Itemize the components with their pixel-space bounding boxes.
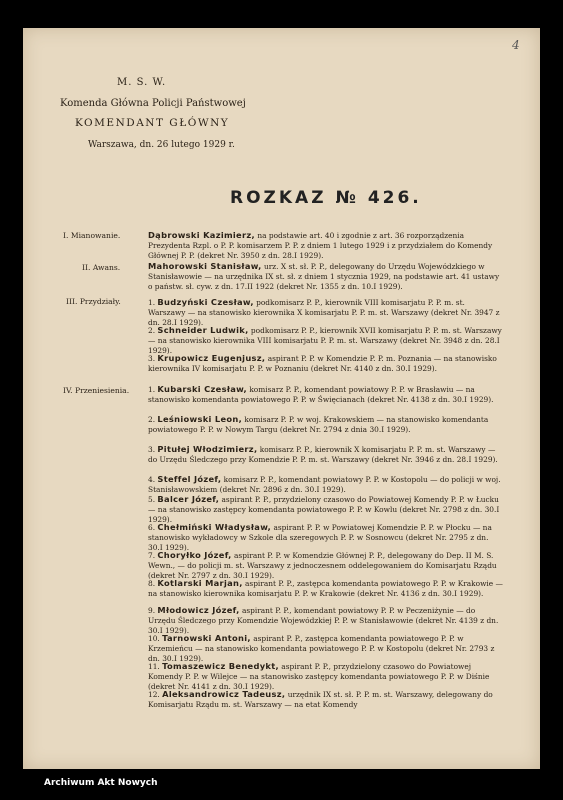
order-entry: 10. Tarnowski Antoni, aspirant P. P., zastępca komendanta powiatowego P. P. w Krzemieńcu — na stanowisko komendanta powiatowego P. P. w Kostopolu (dekret Nr. 2793 z dn. 30.I 1929). (148, 633, 495, 663)
order-entry: 5. Balcer Józef, aspirant P. P., przydzielony czasowo do Powiatowej Komendy P. P. w Łucku — na stanowisko zastępcy komendanta powiatowego P. P. w Kowlu (dekret Nr. 2798 z dn. 30.I 1929). (148, 494, 500, 524)
section-label: III. Przydziały. (66, 297, 121, 306)
archive-watermark: Archiwum Akt Nowych (44, 778, 158, 788)
order-entry: 9. Młodowicz Józef, aspirant P. P., komendant powiatowy P. P. w Peczeniżynie — do Urzędu Śledczego przy Komendzie Wojewódzkiej P. P. w Stanisławowie (dekret Nr. 4139 z dn. 30.I 1929). (148, 605, 499, 635)
order-entry: 7. Choryłko Józef, aspirant P. P. w Komendzie Głównej P. P., delegowany do Dep. II M. S. Wewn., — do policji m. st. Warszawy z jednoczesnem oddelegowaniem do Komisarjatu Rządu (dekret Nr. 2797 z dn. 30.I 1929). (148, 550, 497, 580)
order-entry: 12. Aleksandrowicz Tadeusz, urzędnik IX st. sł. P. P. m. st. Warszawy, delegowany do Komisarjatu Rządu m. st. Warszawy — na etat Komendy (148, 689, 493, 709)
section-label: I. Mianowanie. (63, 231, 121, 240)
ministry-abbreviation: M. S. W. (117, 77, 167, 88)
order-entry: 3. Pitułej Włodzimierz, komisarz P. P., kierownik X komisarjatu P. P. m. st. Warszawy — do Urzędu Śledczego przy Komendzie P. P. m. st. Warszawy (dekret Nr. 3946 z dn. 28.I 1929). (148, 444, 498, 464)
section-label: II. Awans. (82, 263, 121, 272)
order-entry: 6. Chełmiński Władysław, aspirant P. P. w Powiatowej Komendzie P. P. w Płocku — na stanowisko wykładowcy w Szkole dla szeregowych P. P. w Sosnowcu (dekret Nr. 2795 z dn. 30.I 1929). (148, 522, 492, 552)
order-entry: 2. Leśniowski Leon, komisarz P. P. w woj. Krakowskiem — na stanowisko komendanta powiatowego P. P. w Nowym Targu (dekret Nr. 2794 z dnia 30.I 1929). (148, 414, 489, 434)
order-entry: 4. Steffel Józef, komisarz P. P., komendant powiatowy P. P. w Kostopolu — do policji w woj. Stanisławowskiem (dekret Nr. 2896 z dn. 30.I 1929). (148, 474, 501, 494)
page-number: 4 (512, 38, 520, 52)
order-entry: 11. Tomaszewicz Benedykt, aspirant P. P., przydzielony czasowo do Powiatowej Komendy P. P. w Wilejce — na stanowisko zastępcy komendanta powiatowego P. P. w Diśnie (dekret Nr. 4141 z dn. 30.I 1929). (148, 661, 490, 691)
document-date: Warszawa, dn. 26 lutego 1929 r. (88, 140, 235, 150)
order-entry: 3. Krupowicz Eugenjusz, aspirant P. P. w Komendzie P. P. m. Poznania — na stanowisko kierownika IV komisarjatu P. P. w Poznaniu (dekret Nr. 4140 z dn. 30.I 1929). (148, 353, 497, 373)
document-title: ROZKAZ № 426. (230, 188, 422, 208)
order-entry: Mahorowski Stanisław, urz. X st. sł. P. P., delegowany do Urzędu Wojewódzkiego w Stanisławowie — na urzędnika IX st. sł. z dniem 1 stycznia 1929, na podstawie art. 41 ustawy o państw. sł. cyw. z dn. 17.II 1922 (dekret Nr. 1355 z dn. 10.I 1929). (148, 261, 500, 291)
order-entry: Dąbrowski Kazimierz, na podstawie art. 40 i zgodnie z art. 36 rozporządzenia Prezydenta Rzpl. o P. P. komisarzem P. P. z dniem 1 lutego 1929 i z przydziałem do Komendy Głównej P. P. (dekret Nr. 3950 z dn. 28.I 1929). (148, 230, 493, 260)
institution-name: Komenda Główna Policji Państwowej (60, 98, 246, 109)
order-entry: 2. Schneider Ludwik, podkomisarz P. P., kierownik XVII komisarjatu P. P. m. st. Warszawy — na stanowisko kierownika VIII komisarjatu P. P. m. st. Warszawy (dekret Nr. 3948 z dn. 28.I 1929). (148, 325, 502, 355)
order-entry: 1. Budzyński Czesław, podkomisarz P. P., kierownik VIII komisarjatu P. P. m. st. Warszawy — na stanowisko kierownika X komisarjatu P. P. m. st. Warszawy (dekret Nr. 3947 z dn. 28.I 1929). (148, 297, 500, 327)
order-entry: 1. Kubarski Czesław, komisarz P. P., komendant powiatowy P. P. w Brasławiu — na stanowisko komendanta powiatowego P. P. w Święcianach (dekret Nr. 4138 z dn. 30.I 1929). (148, 384, 494, 404)
order-entry: 8. Kotlarski Marjan, aspirant P. P., zastępca komendanta powiatowego P. P. w Krakowie — na stanowisko kierownika komisarjatu P. P. w Krakowie (dekret Nr. 4136 z dn. 30.I 1929). (148, 578, 503, 598)
section-label: IV. Przeniesienia. (63, 386, 130, 395)
office-title: KOMENDANT GŁÓWNY (75, 117, 230, 129)
